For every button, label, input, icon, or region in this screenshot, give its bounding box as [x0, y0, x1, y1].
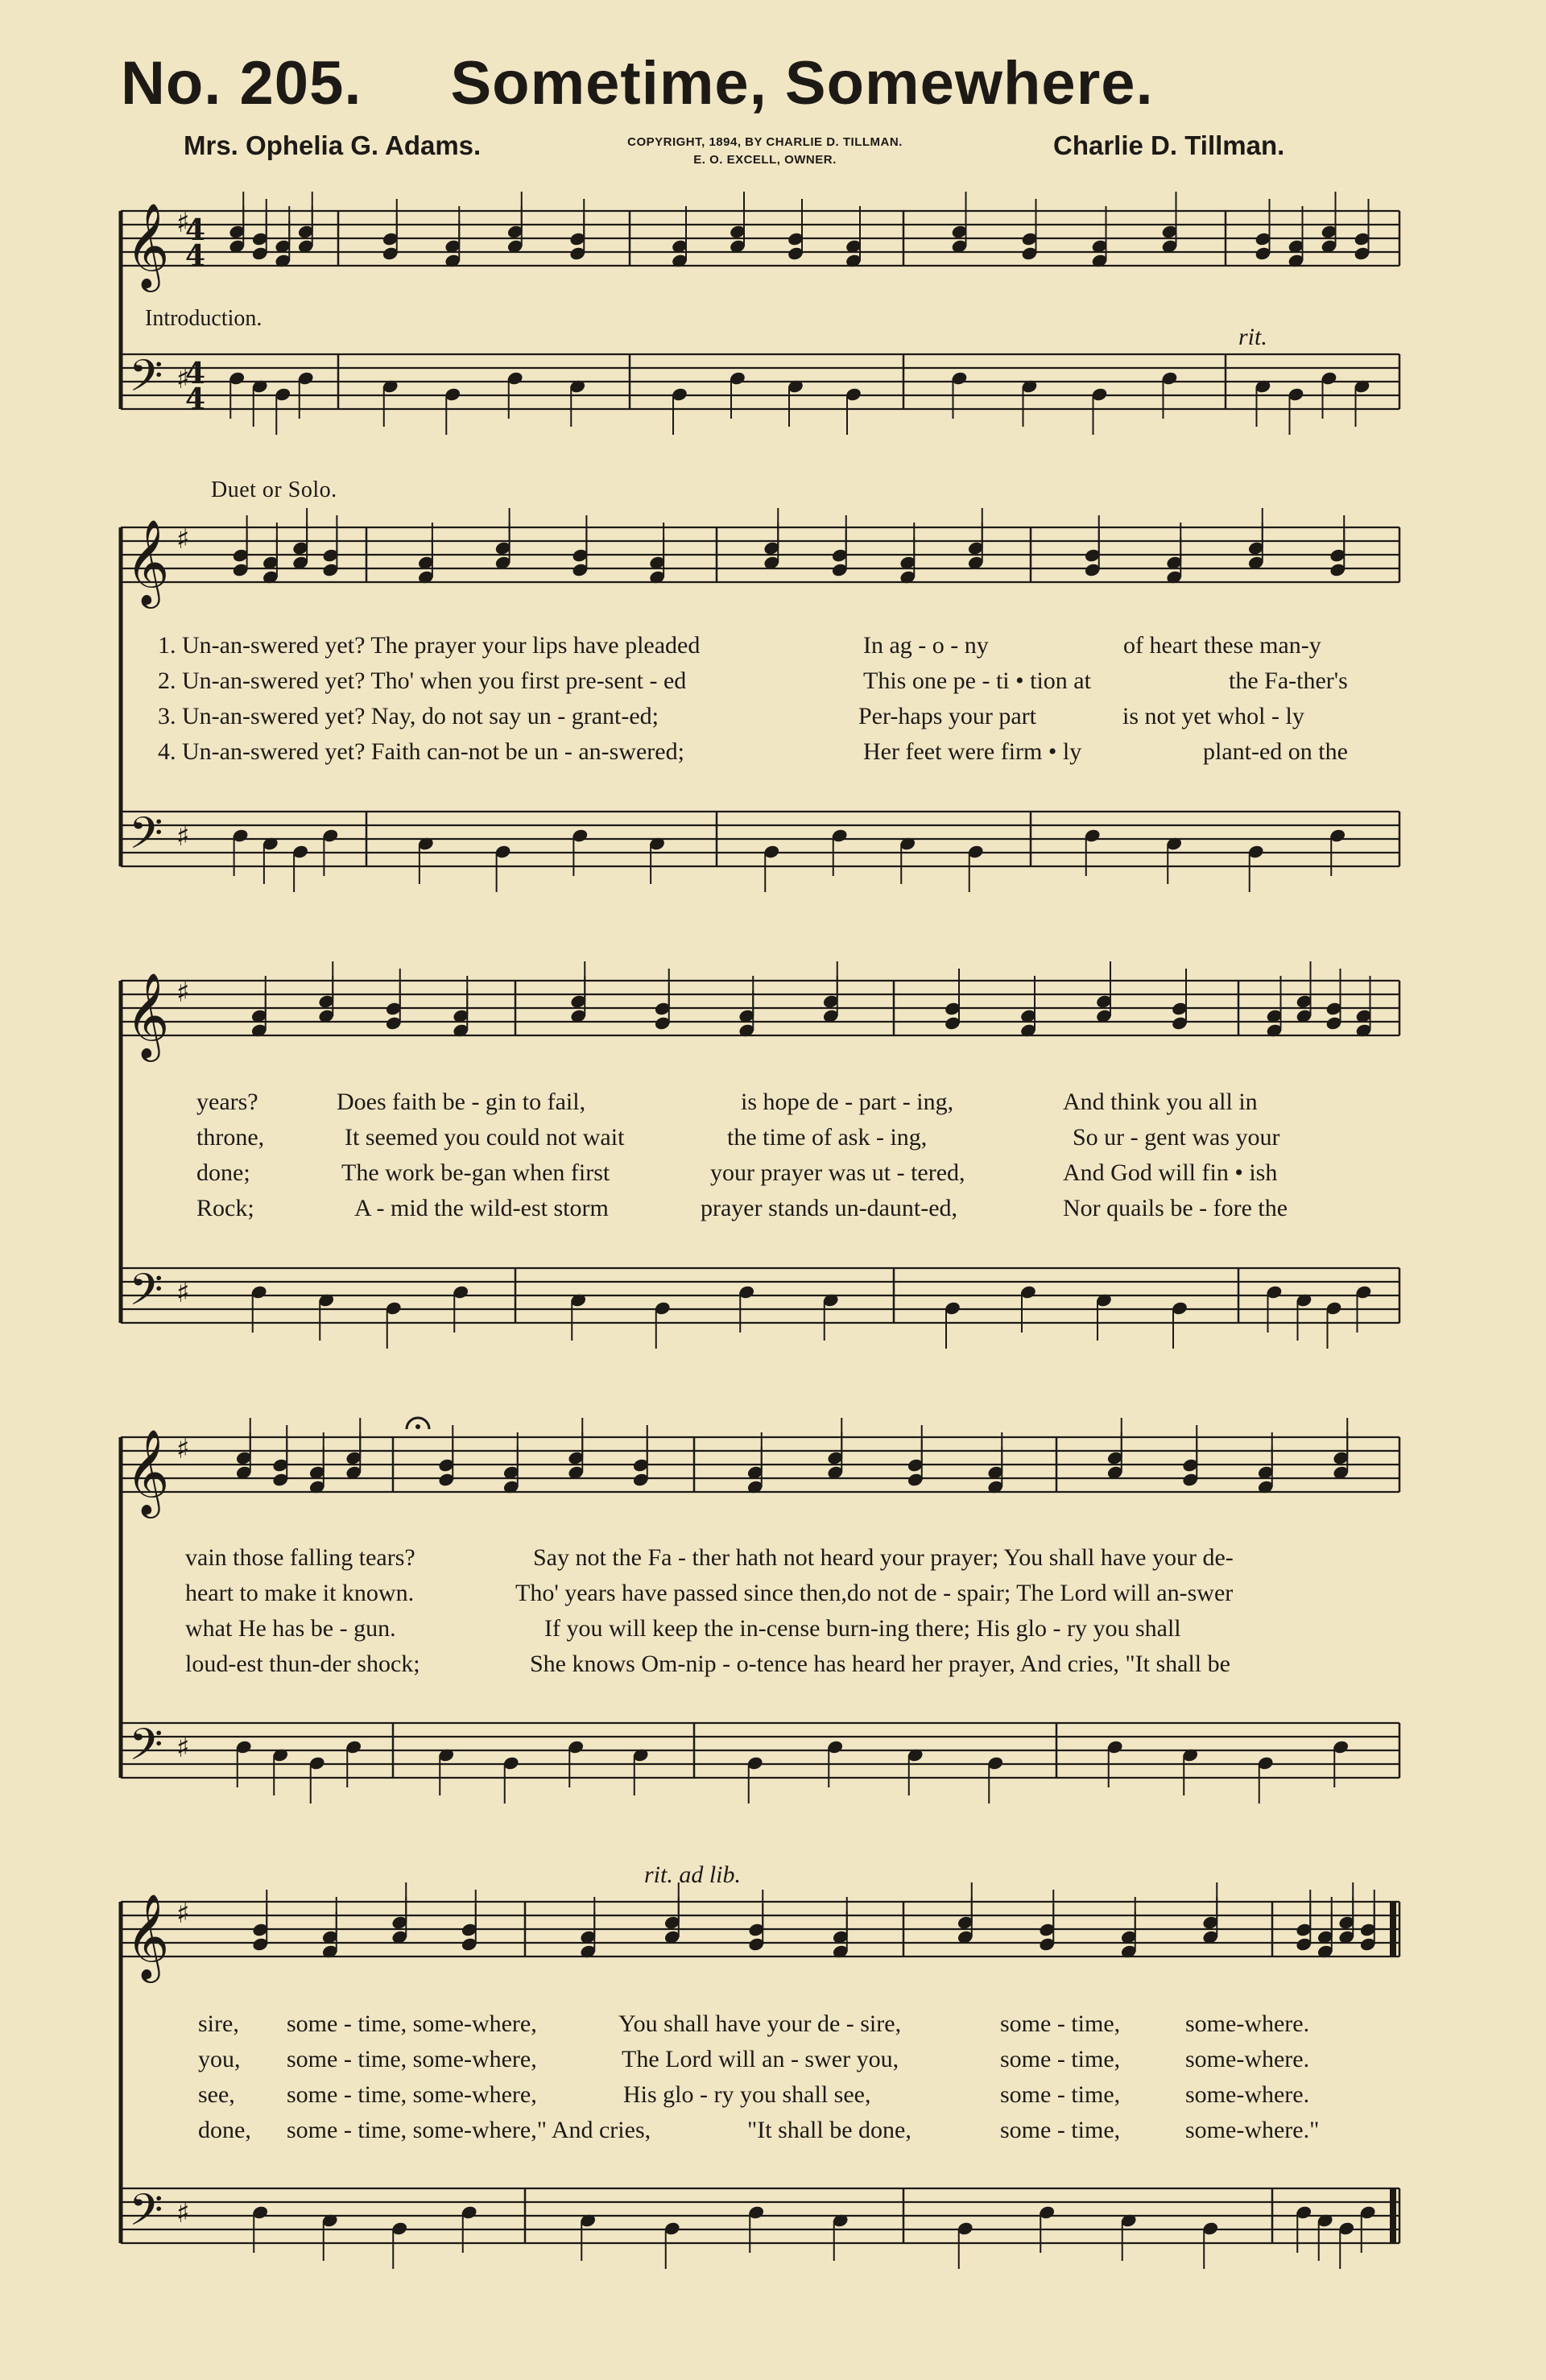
lyric-s2-v4-c: prayer stands un-daunt-ed, [701, 1195, 958, 1221]
system-4-key-sharp-icon: ♯ [176, 1433, 190, 1465]
lyric-s2-v4-d: Nor quails be - fore the [1063, 1195, 1288, 1221]
lyric-s2-v2-a: throne, [196, 1124, 265, 1151]
lyric-s2-v1-d: And think you all in [1063, 1089, 1258, 1115]
system-5-key-sharp-icon: ♯ [176, 2197, 190, 2229]
lyric-s4-v3-a: see, [198, 2081, 235, 2108]
lyric-s3-v2-b: Tho' years have passed since then,do not de - spair; The Lord will an-swer [515, 1580, 1234, 1606]
system-1-time-sig: 4 [185, 213, 206, 247]
lyric-s4-v3-e: some-where. [1185, 2081, 1310, 2108]
lyric-s1-v1-c: of heart these man-y [1123, 632, 1321, 659]
copyright-line-1: COPYRIGHT, 1894, BY CHARLIE D. TILLMAN. [627, 135, 903, 149]
hymn-number: No. 205. [121, 49, 362, 118]
lyric-s4-v2-a: you, [198, 2046, 241, 2072]
lyric-s4-v2-e: some-where. [1185, 2046, 1310, 2072]
lyric-s2-v3-b: The work be-gan when first [341, 1159, 610, 1186]
lyric-s3-v3-b: If you will keep the in-cense burn-ing there; His glo - ry you shall [544, 1615, 1181, 1642]
system-5-key-sharp-icon: ♯ [176, 1898, 190, 1930]
system-1-time-sig: 4 [185, 382, 206, 416]
fermata-dot [415, 1424, 420, 1429]
lyric-s4-v1-b: some - time, some-where, [287, 2010, 537, 2037]
lyric-s3-v1-b: Say not the Fa - ther hath not heard your prayer; You shall have your de- [533, 1544, 1234, 1571]
lyric-s4-v4-a: done, [198, 2117, 251, 2143]
lyric-s3-v2-a: heart to make it known. [185, 1580, 415, 1606]
lyric-s2-v4-a: Rock; [196, 1195, 254, 1221]
copyright-line-2: E. O. EXCELL, OWNER. [693, 153, 837, 167]
duet-label: Duet or Solo. [211, 477, 337, 502]
lyric-s2-v2-d: So ur - gent was your [1073, 1124, 1280, 1151]
system-4-treble-clef-icon: 𝄞 [126, 1428, 170, 1514]
system-2-key-sharp-icon: ♯ [176, 820, 190, 853]
lyric-s1-v3-b: Per-haps your part [858, 703, 1037, 729]
lyric-s4-v2-d: some - time, [1000, 2046, 1121, 2072]
lyric-s4-v1-a: sire, [198, 2010, 239, 2037]
lyric-s4-v4-d: some - time, [1000, 2117, 1121, 2143]
rit-marking: rit. [1238, 324, 1267, 350]
lyric-s4-v3-c: His glo - ry you shall see, [623, 2081, 871, 2108]
system-4-key-sharp-icon: ♯ [176, 1732, 190, 1764]
lyric-s4-v4-e: some-where." [1185, 2117, 1320, 2143]
lyric-s2-v3-d: And God will fin • ish [1063, 1159, 1278, 1186]
lyric-s4-v2-b: some - time, some-where, [287, 2046, 537, 2072]
lyric-s4-v4-b: some - time, some-where," And cries, [287, 2117, 651, 2143]
system-3-key-sharp-icon: ♯ [176, 977, 190, 1009]
lyric-s4-v1-e: some-where. [1185, 2010, 1310, 2037]
composer-credit: Charlie D. Tillman. [1053, 130, 1285, 160]
lyric-s3-v4-a: loud-est thun-der shock; [185, 1651, 420, 1677]
lyric-s1-v2-a: 2. Un-an-swered yet? Tho' when you first pre-sent - ed [158, 667, 687, 694]
system-1-treble-clef-icon: 𝄞 [126, 202, 170, 288]
system-5-treble-clef-icon: 𝄞 [126, 1893, 170, 1979]
lyric-s2-v2-c: the time of ask - ing, [727, 1124, 928, 1151]
lyric-s4-v1-c: You shall have your de - sire, [618, 2010, 902, 2037]
system-2-key-sharp-icon: ♯ [176, 523, 190, 556]
lyric-s1-v4-b: Her feet were firm • ly [863, 738, 1082, 765]
lyric-s2-v4-b: A - mid the wild-est storm [354, 1195, 609, 1221]
system-4-bass-clef-icon: 𝄢 [129, 1719, 163, 1781]
lyric-s3-v3-a: what He has be - gun. [185, 1615, 396, 1642]
system-2-treble-clef-icon: 𝄞 [126, 519, 170, 605]
lyric-s1-v1-a: 1. Un-an-swered yet? The prayer your lips have pleaded [158, 632, 701, 659]
lyric-s3-v1-a: vain those falling tears? [185, 1544, 415, 1571]
lyric-s2-v1-b: Does faith be - gin to fail, [337, 1089, 586, 1115]
lyric-s2-v1-a: years? [196, 1089, 258, 1115]
introduction-label: Introduction. [145, 306, 262, 331]
system-2-bass-clef-icon: 𝄢 [129, 808, 163, 870]
system-1-key-sharp-icon: ♯ [176, 207, 190, 239]
lyric-s1-v3-c: is not yet whol - ly [1122, 703, 1304, 729]
system-1-time-sig: 4 [185, 239, 206, 273]
system-3-key-sharp-icon: ♯ [176, 1277, 190, 1309]
lyric-s4-v3-d: some - time, [1000, 2081, 1121, 2108]
lyric-s1-v2-b: This one pe - ti • tion at [863, 667, 1091, 694]
rit-ad-lib-marking: rit. ad lib. [644, 1861, 742, 1888]
lyric-s2-v2-b: It seemed you could not wait [345, 1124, 625, 1151]
lyric-s1-v1-b: In ag - o - ny [863, 632, 989, 659]
system-5-bass-clef-icon: 𝄢 [129, 2184, 163, 2246]
lyric-s3-v4-b: She knows Om-nip - o-tence has heard her prayer, And cries, "It shall be [530, 1651, 1230, 1677]
lyric-s2-v3-a: done; [196, 1159, 250, 1186]
system-3-bass-clef-icon: 𝄢 [129, 1264, 163, 1326]
lyric-s2-v1-c: is hope de - part - ing, [741, 1089, 954, 1115]
lyric-s2-v3-c: your prayer was ut - tered, [710, 1159, 965, 1186]
lyric-s1-v2-c: the Fa-ther's [1229, 667, 1348, 694]
lyric-s4-v1-d: some - time, [1000, 2010, 1121, 2037]
lyric-s4-v3-b: some - time, some-where, [287, 2081, 537, 2108]
lyric-s1-v3-a: 3. Un-an-swered yet? Nay, do not say un - grant-ed; [158, 703, 659, 729]
lyric-s4-v2-c: The Lord will an - swer you, [622, 2046, 899, 2072]
lyricist-credit: Mrs. Ophelia G. Adams. [184, 130, 482, 160]
system-1-time-sig: 4 [185, 357, 206, 390]
system-3-treble-clef-icon: 𝄞 [126, 972, 170, 1058]
lyric-s4-v4-c: "It shall be done, [747, 2117, 911, 2143]
lyric-s1-v4-a: 4. Un-an-swered yet? Faith can-not be un - an-swered; [158, 738, 684, 765]
lyric-s1-v4-c: plant-ed on the [1203, 738, 1348, 765]
hymn-name: Sometime, Somewhere. [450, 49, 1154, 118]
system-1-bass-clef-icon: 𝄢 [129, 350, 163, 412]
system-1-key-sharp-icon: ♯ [176, 363, 190, 395]
